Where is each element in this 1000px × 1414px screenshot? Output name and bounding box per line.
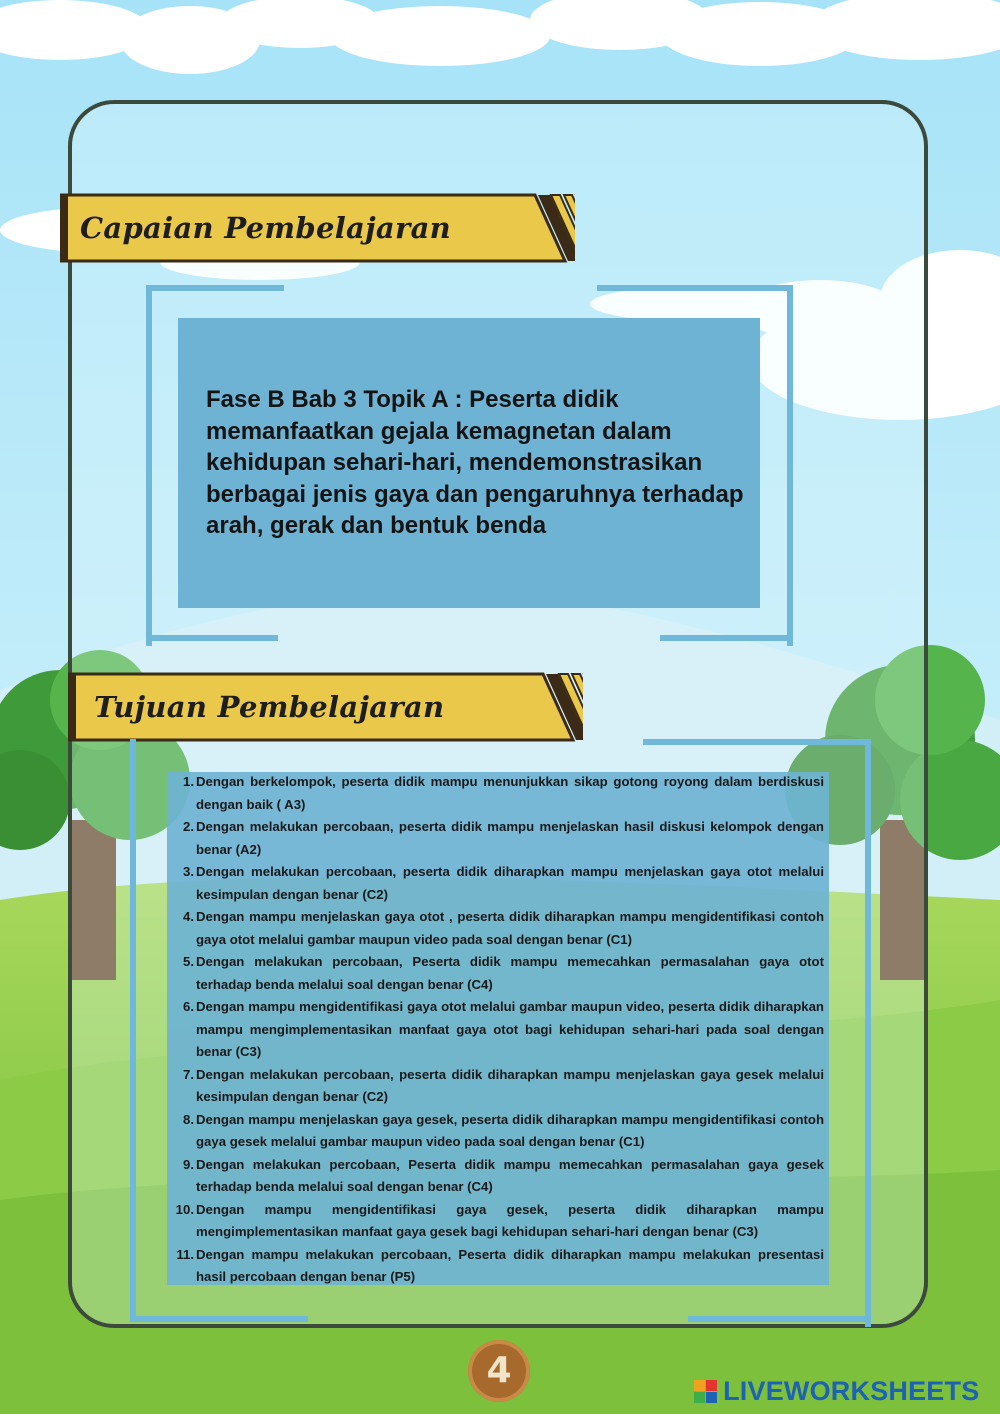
bracket-bottom-right (660, 635, 793, 647)
list-item-number: 7. (183, 1066, 194, 1082)
list-item (170, 996, 824, 1064)
list-item (170, 1154, 824, 1199)
list-item-text: Dengan berkelompok, peserta didik mampu menunjukkan sikap gotong royong dalam berdiskusi dengan baik ( A3) (196, 774, 824, 812)
liveworksheets-wordmark: LIVEWORKSHEETS (723, 1376, 980, 1406)
list-item (170, 816, 824, 861)
list-item-number: 1. (183, 774, 194, 789)
list-item-number: 10. (175, 1201, 194, 1217)
list-item-number: 2. (183, 819, 194, 834)
list-item (170, 951, 824, 996)
list-item-number: 9. (183, 1156, 194, 1172)
list-item (170, 906, 824, 951)
bracket-top-left (130, 739, 136, 1321)
page-number: 4 (486, 1350, 512, 1391)
list-item-number: 6. (183, 999, 194, 1014)
list-item-number: 4. (183, 909, 194, 924)
list-item-number: 8. (183, 1111, 194, 1127)
tujuan-list (170, 771, 824, 1289)
list-item (170, 861, 824, 906)
list-item-text: Dengan melakukan percobaan, peserta didik diharapkan mampu menjelaskan gaya gesek melalui kesimpulan dengan benar (C2) (196, 1066, 824, 1104)
list-item-text: Dengan melakukan percobaan, peserta didik diharapkan mampu menjelaskan gaya otot melalui kesimpulan dengan benar (C2) (196, 864, 824, 902)
list-item (170, 1244, 824, 1289)
bracket-bottom-right (688, 1316, 865, 1322)
section-title: Tujuan Pembelajaran (94, 690, 445, 724)
list-item-text: Dengan mampu mengidentifikasi gaya otot melalui gambar maupun video, peserta didik diharapkan mampu mengimplementasikan manfaat gaya otot bagi kehidupan sehari-hari pada soal dengan benar (C3) (196, 999, 824, 1059)
bracket-bottom-left (146, 635, 278, 647)
liveworksheets-icon (694, 1380, 718, 1404)
list-item (170, 1199, 824, 1244)
page-number-badge (468, 1340, 530, 1402)
list-item-text: Dengan mampu menjelaskan gaya otot , peserta didik diharapkan mampu mengidentifikasi contoh gaya otot melalui gambar maupun video pada soal dengan benar (C1) (196, 909, 824, 947)
list-item (170, 771, 824, 816)
list-item (170, 1064, 824, 1109)
section-title: Capaian Pembelajaran (80, 211, 452, 245)
list-item-text: Dengan mampu melakukan percobaan, Peserta didik diharapkan mampu melakukan presentasi hasil percobaan dengan benar (P5) (196, 1246, 824, 1284)
section-banner-capaian (60, 193, 575, 263)
liveworksheets-logo[interactable] (694, 1376, 979, 1406)
list-item-text: Dengan melakukan percobaan, peserta didik mampu menjelaskan hasil diskusi kelompok dengan benar (A2) (196, 819, 824, 857)
section-banner-tujuan (68, 672, 583, 742)
bracket-bottom-left (130, 1316, 308, 1322)
list-item-number: 11. (176, 1246, 194, 1262)
list-item-number: 5. (183, 954, 194, 969)
list-item-text: Dengan mampu mengidentifikasi gaya gesek, peserta didik diharapkan mampu mengimplementasikan manfaat gaya gesek bagi kehidupan sehari-hari dengan benar (C3) (196, 1201, 824, 1239)
list-item-text: Dengan mampu menjelaskan gaya gesek, peserta didik diharapkan mampu mengidentifikasi contoh gaya gesek melalui gambar maupun video pada soal dengan benar (C1) (196, 1111, 824, 1149)
list-item-text: Dengan melakukan percobaan, Peserta didik mampu memecahkan permasalahan gaya gesek terhadap benda melalui soal dengan benar (C4) (196, 1156, 824, 1194)
capaian-content: Fase B Bab 3 Topik A : Peserta didik memanfaatkan gejala kemagnetan dalam kehidupan sehari-hari, mendemonstrasikan berbagai jenis gaya dan pengaruhnya terhadap arah, gerak dan bentuk benda (206, 386, 744, 539)
list-item-number: 3. (183, 864, 194, 879)
list-item (170, 1109, 824, 1154)
list-item-text: Dengan melakukan percobaan, Peserta didik mampu memecahkan permasalahan gaya otot terhadap benda melalui soal dengan benar (C4) (196, 954, 824, 992)
